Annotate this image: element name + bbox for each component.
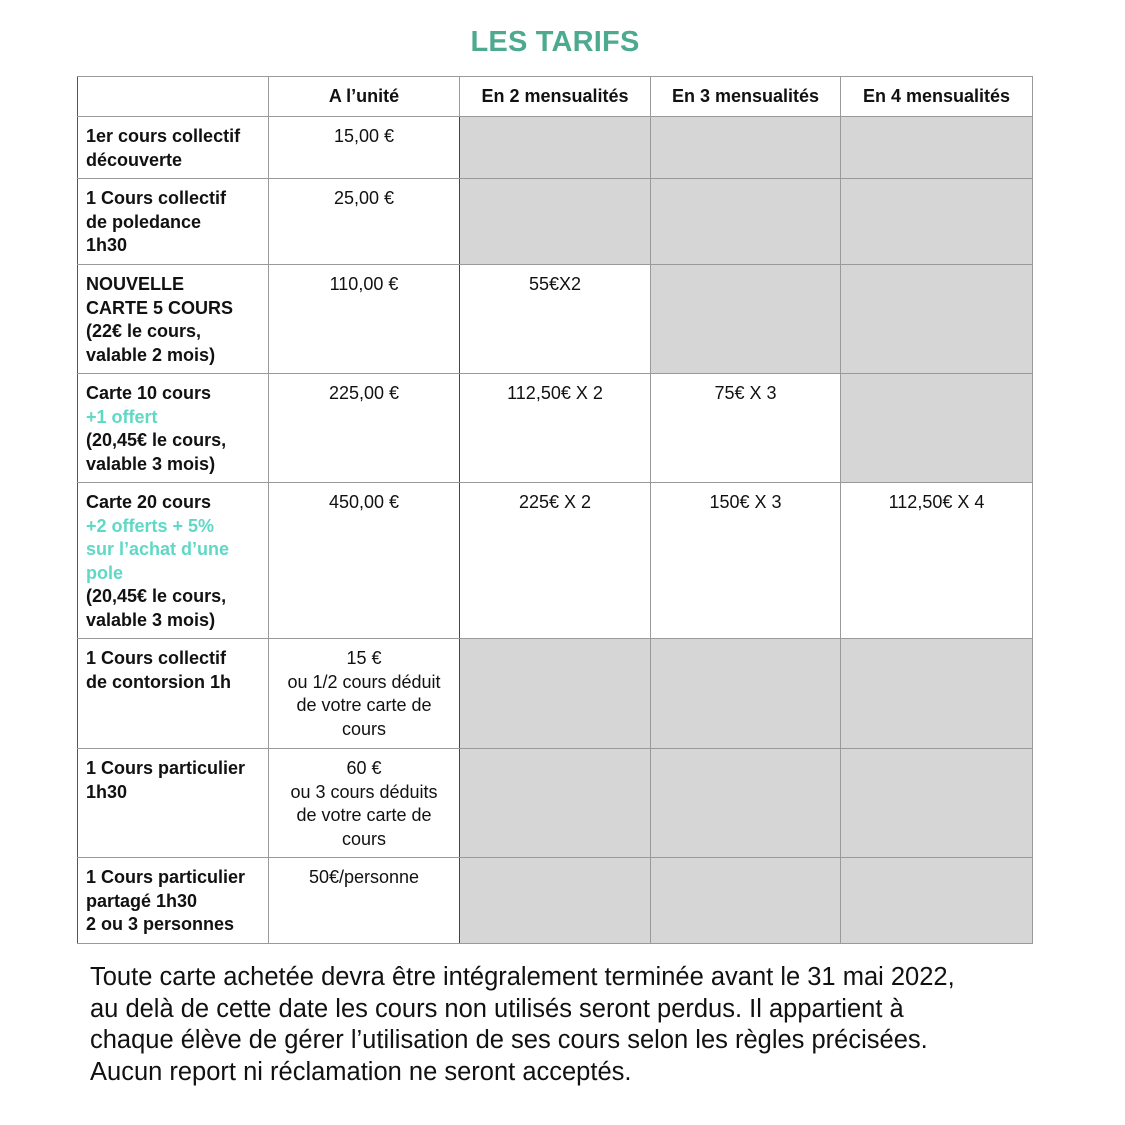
row-label-line: 2 ou 3 personnes bbox=[86, 914, 235, 934]
installment-4-cell bbox=[841, 639, 1033, 749]
row-offer-line: +1 offert bbox=[86, 406, 158, 427]
terms-note-line: Aucun report ni réclamation ne seront acceptés. bbox=[90, 1057, 632, 1086]
unit-price-line: de votre carte de bbox=[296, 805, 432, 825]
unit-price-line: cours bbox=[341, 828, 386, 849]
row-offer-line: pole bbox=[86, 562, 124, 583]
row-label bbox=[78, 749, 269, 858]
unit-price-line: 110,00 € bbox=[329, 274, 399, 294]
unit-price-cell bbox=[269, 858, 460, 944]
unit-price-cell bbox=[269, 374, 460, 483]
row-label bbox=[78, 179, 269, 265]
row-label-line: de poledance bbox=[86, 211, 202, 232]
page-title: LES TARIFS bbox=[470, 26, 640, 58]
row-label bbox=[78, 117, 269, 179]
unit-price-line: ou 3 cours déduits bbox=[290, 781, 438, 802]
unit-price-line: 25,00 € bbox=[333, 188, 395, 208]
table-row bbox=[78, 858, 1033, 944]
row-label-line: (22€ le cours, bbox=[86, 321, 202, 341]
header-cell-empty bbox=[78, 77, 269, 117]
installment-2-cell bbox=[460, 749, 651, 858]
table-row bbox=[78, 179, 1033, 265]
pricing-table bbox=[77, 76, 1033, 944]
table-row bbox=[78, 639, 1033, 749]
row-label-line: 1 Cours particulier bbox=[86, 867, 246, 887]
row-label bbox=[78, 858, 269, 944]
row-label-line: découverte bbox=[86, 149, 183, 170]
unit-price-line: 225,00 € bbox=[328, 383, 400, 403]
row-offer-line: sur l’achat d’une bbox=[86, 539, 230, 559]
installment-4-cell: 112,50€ X 4 bbox=[841, 483, 1033, 639]
row-label-line: 1er cours collectif bbox=[86, 126, 241, 146]
installment-3-cell bbox=[651, 265, 841, 374]
row-label-line: 1 Cours collectif bbox=[86, 648, 227, 668]
unit-price-cell bbox=[269, 265, 460, 374]
row-label-detail: valable 3 mois) bbox=[86, 609, 216, 630]
unit-price-line: 50€/personne bbox=[308, 867, 420, 887]
header-unit: A l’unité bbox=[269, 77, 460, 117]
row-label-line: 1 Cours particulier bbox=[86, 758, 246, 778]
installment-4-cell bbox=[841, 374, 1033, 483]
row-label-line: 1 Cours collectif bbox=[86, 188, 227, 208]
table-row bbox=[78, 483, 1033, 639]
installment-3-cell bbox=[651, 117, 841, 179]
row-label bbox=[78, 639, 269, 749]
unit-price-line: cours bbox=[341, 718, 386, 739]
header-3-installments: En 3 mensualités bbox=[651, 77, 841, 117]
unit-price-line: de votre carte de bbox=[296, 695, 432, 715]
row-label-line: 1h30 bbox=[86, 781, 128, 802]
row-offer-line: +2 offerts + 5% bbox=[86, 515, 215, 536]
table-row bbox=[78, 265, 1033, 374]
row-label-line: 1h30 bbox=[86, 235, 128, 255]
unit-price-cell bbox=[269, 179, 460, 265]
unit-price-line: ou 1/2 cours déduit bbox=[287, 671, 441, 692]
terms-note-line: Toute carte achetée devra être intégralement terminée avant le 31 mai 2022, bbox=[90, 963, 955, 991]
unit-price-cell bbox=[269, 483, 460, 639]
installment-2-cell bbox=[460, 858, 651, 944]
installment-4-cell bbox=[841, 265, 1033, 374]
unit-price-line: 450,00 € bbox=[328, 492, 400, 512]
terms-note bbox=[90, 962, 1050, 1088]
row-label-detail: (20,45€ le cours, bbox=[86, 430, 227, 450]
row-label bbox=[78, 265, 269, 374]
installment-2-cell bbox=[460, 117, 651, 179]
unit-price-line: 60 € bbox=[346, 758, 382, 778]
row-label-line: partagé 1h30 bbox=[86, 890, 198, 911]
row-label-line: valable 2 mois) bbox=[86, 344, 216, 365]
row-label-line: Carte 10 cours bbox=[86, 383, 212, 403]
row-label-line: NOUVELLE bbox=[86, 274, 185, 294]
header-2-installments: En 2 mensualités bbox=[460, 77, 651, 117]
unit-price-cell bbox=[269, 749, 460, 858]
table-row bbox=[78, 117, 1033, 179]
installment-3-cell: 150€ X 3 bbox=[651, 483, 841, 639]
header-row bbox=[78, 77, 1033, 117]
installment-2-cell: 225€ X 2 bbox=[460, 483, 651, 639]
installment-4-cell bbox=[841, 858, 1033, 944]
unit-price-cell bbox=[269, 117, 460, 179]
installment-4-cell bbox=[841, 179, 1033, 265]
installment-2-cell: 112,50€ X 2 bbox=[460, 374, 651, 483]
row-label-line: de contorsion 1h bbox=[86, 671, 232, 692]
row-label bbox=[78, 483, 269, 639]
unit-price-line: 15 € bbox=[346, 648, 382, 668]
unit-price-line: 15,00 € bbox=[333, 126, 395, 146]
table-row bbox=[78, 374, 1033, 483]
installment-4-cell bbox=[841, 117, 1033, 179]
row-label-line: Carte 20 cours bbox=[86, 492, 212, 512]
terms-note-line: chaque élève de gérer l’utilisation de ses cours selon les règles précisées. bbox=[90, 1026, 928, 1054]
installment-3-cell bbox=[651, 179, 841, 265]
header-4-installments: En 4 mensualités bbox=[841, 77, 1033, 117]
installment-3-cell bbox=[651, 639, 841, 749]
installment-3-cell bbox=[651, 749, 841, 858]
installment-2-cell bbox=[460, 179, 651, 265]
installment-3-cell bbox=[651, 858, 841, 944]
installment-3-cell: 75€ X 3 bbox=[651, 374, 841, 483]
installment-4-cell bbox=[841, 749, 1033, 858]
row-label-line: CARTE 5 COURS bbox=[86, 297, 234, 318]
row-label-detail: (20,45€ le cours, bbox=[86, 586, 227, 606]
installment-2-cell: 55€X2 bbox=[460, 265, 651, 374]
row-label bbox=[78, 374, 269, 483]
table-row bbox=[78, 749, 1033, 858]
unit-price-cell bbox=[269, 639, 460, 749]
row-label-detail: valable 3 mois) bbox=[86, 453, 216, 474]
installment-2-cell bbox=[460, 639, 651, 749]
terms-note-line: au delà de cette date les cours non utilisés seront perdus. Il appartient à bbox=[90, 994, 904, 1023]
